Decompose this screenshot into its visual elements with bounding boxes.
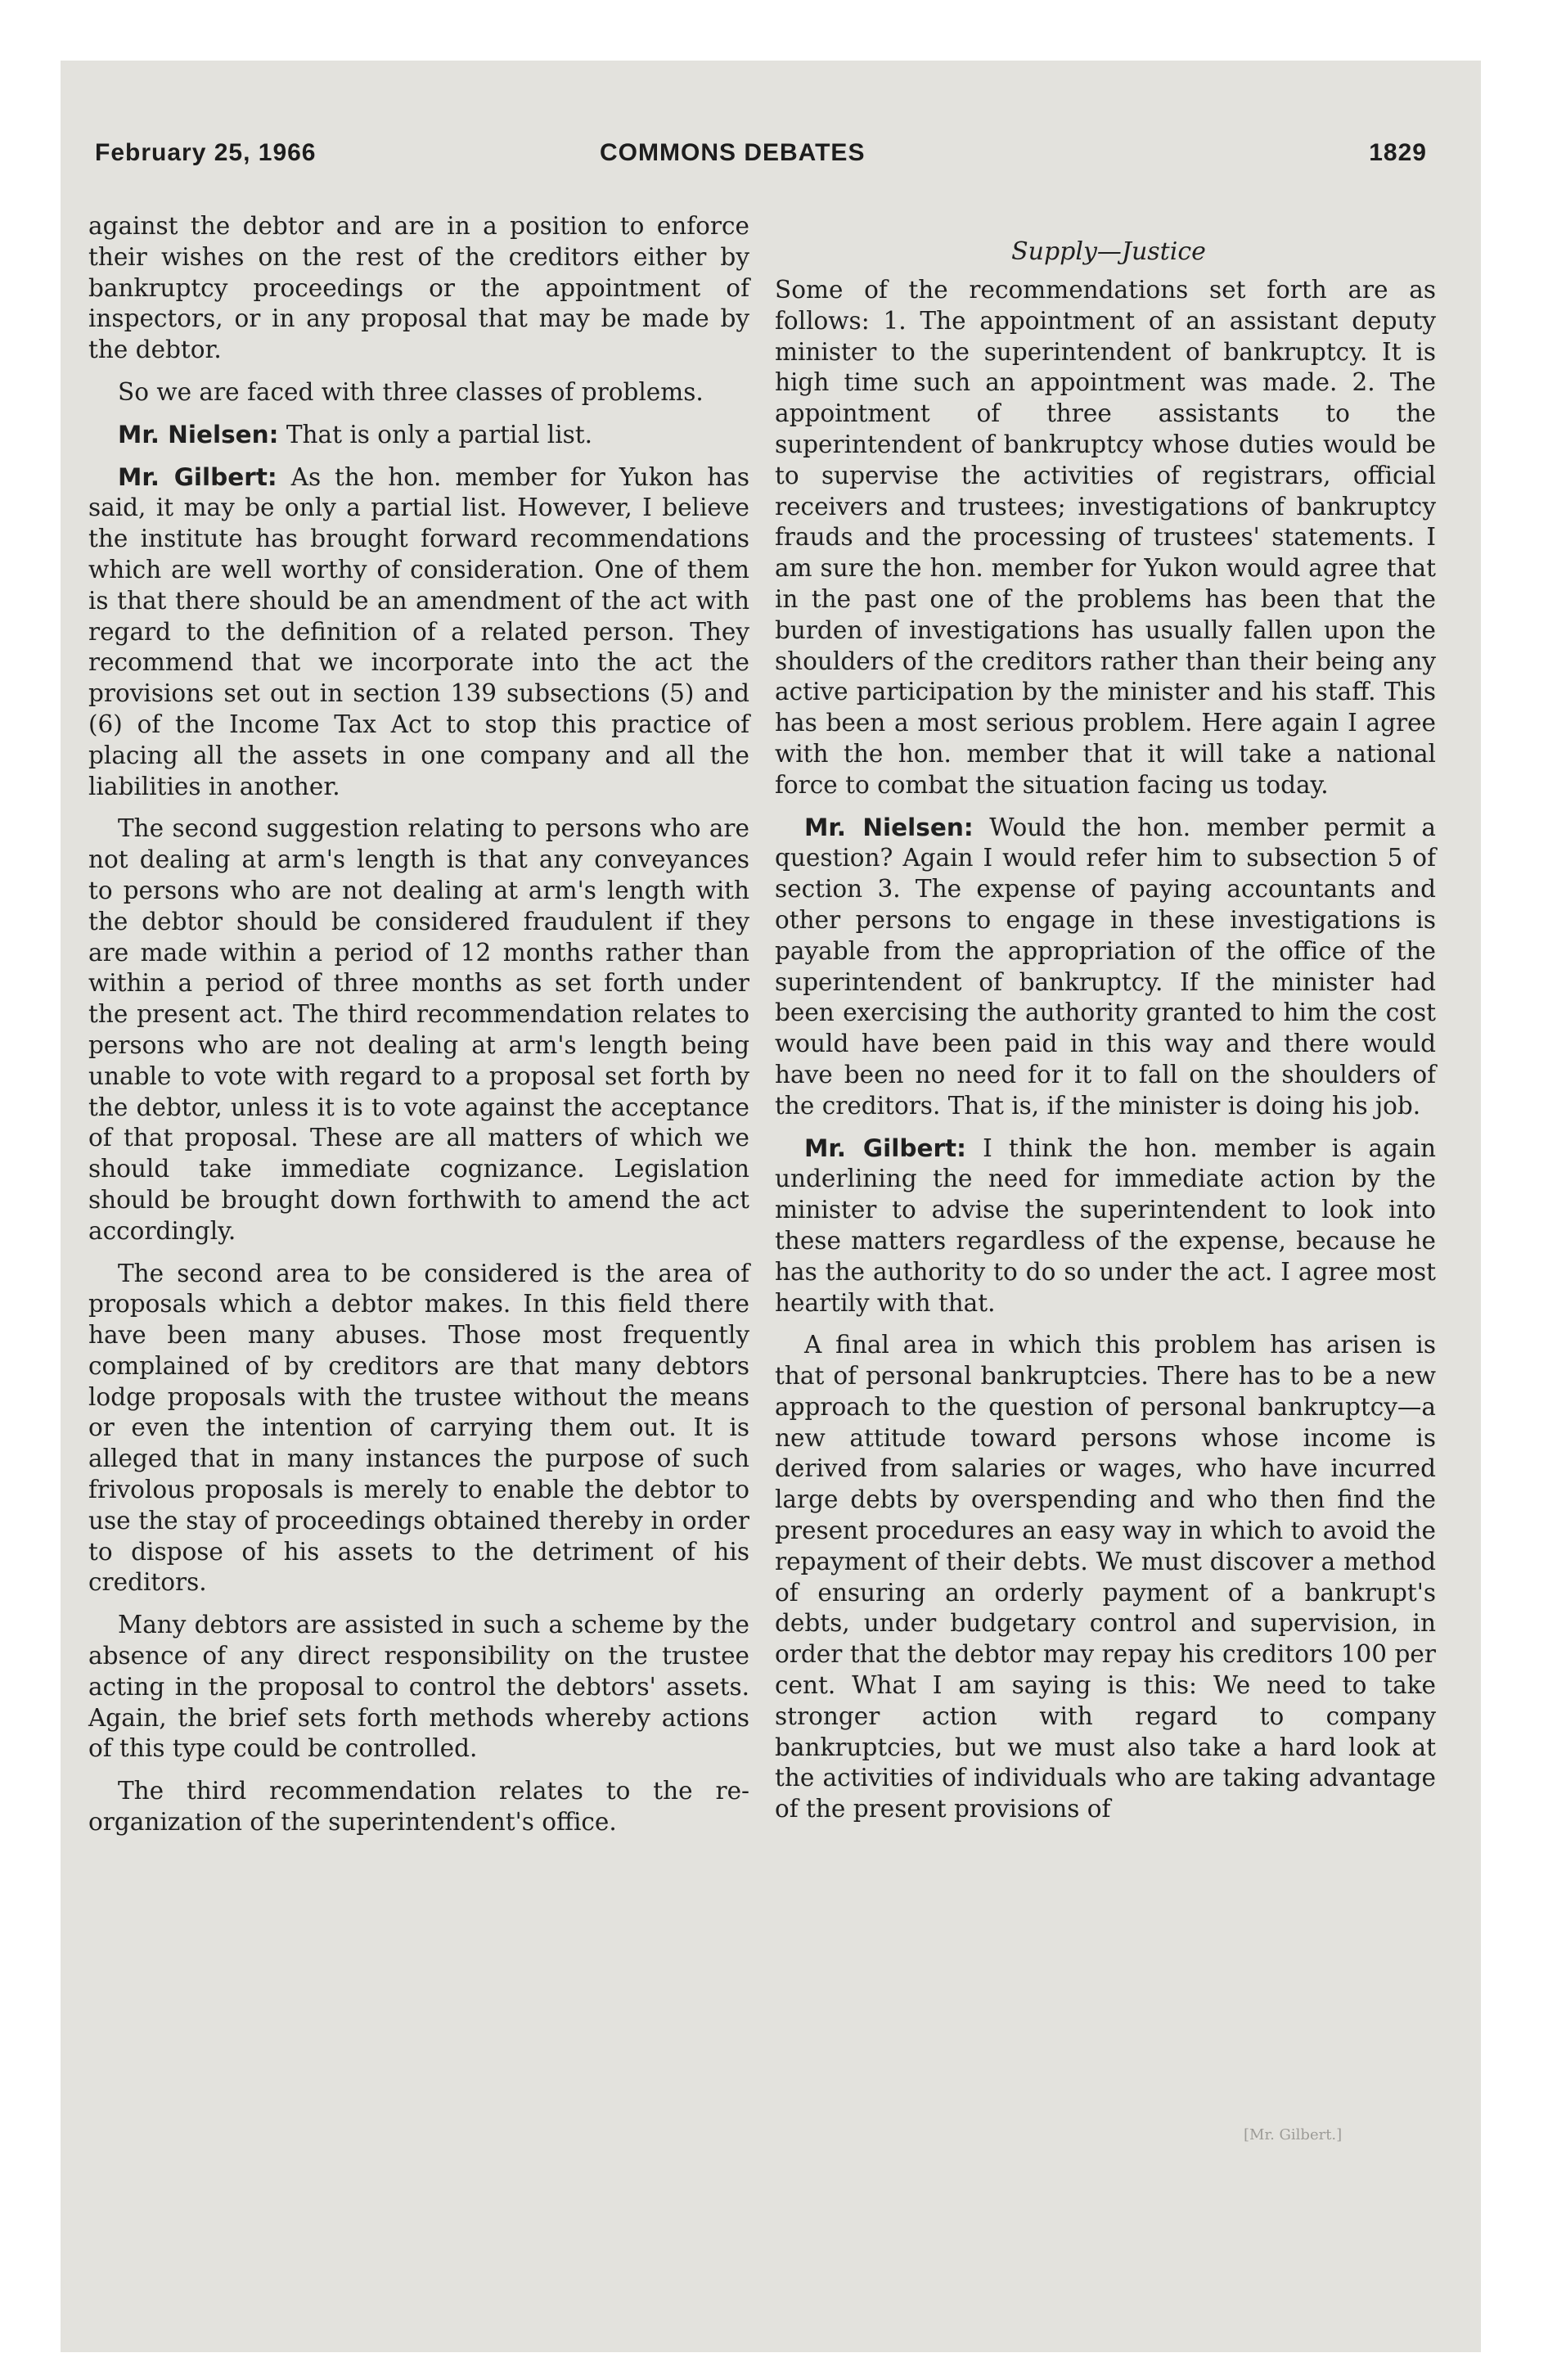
paragraph: A final area in which this problem has arisen is that of personal bankruptcies. There has to be a new approach to the question of personal bankruptcy—a new attitude toward persons whose income is derived from salaries or wages, who have incurred large debts by overspending and who then find the present procedures an easy way in which to avoid the repayment of their debts. We must discover a method of ensuring an orderly payment of a bankrupt's debts, under budgetary control and supervision, in order that the debtor may repay his creditors 100 per cent. What I am saying is this: We need to take stronger action with regard to company bankruptcies, but we must also take a hard look at the activities of individuals who are taking advantage of the present provisions of — [775, 1331, 1436, 1823]
speech-paragraph: Mr. Gilbert: As the hon. member for Yukon has said, it may be only a partial list. However, I believe the institute has brought forward recommendations which are well worthy of consideration. One of them is that there should be an amendment of the act with regard to the definition of a related person. They recommend that we incorporate into the act the provisions set out in section 139 subsections (5) and (6) of the Income Tax Act to stop this practice of placing all the assets in one company and all the liabilities in another. — [88, 462, 749, 800]
paragraph: The second area to be considered is the area of proposals which a debtor makes. In this field there have been many abuses. Those most frequently complained of by creditors are that many debtors lodge proposals with the trustee without the means or even the intention of carrying them out. It is alleged that in many instances the purpose of such frivolous proposals is merely to enable the debtor to use the stay of proceedings obtained thereby in order to dispose of his assets to the detriment of his creditors. — [88, 1259, 749, 1597]
bleed-through-note: [Mr. Gilbert.] — [1244, 2126, 1343, 2143]
section-subheading: Supply—Justice — [1011, 237, 1206, 266]
speech-paragraph: Mr. Nielsen: That is only a partial list. — [118, 420, 593, 449]
speaker-name: Mr. Gilbert: — [118, 462, 277, 491]
paragraph: Some of the recommendations set forth are as follows: 1. The appointment of an assistant deputy minister to the superintendent of bankruptcy. It is high time such an appointment was made. 2. The appointment of three assistants to the superintendent of bankruptcy whose duties would be to supervise the activities of registrars, official receivers and trustees; investigations of bankruptcy frauds and the processing of trustees' statements. I am sure the hon. member for Yukon would agree that in the past one of the problems has been that the burden of investigations has usually fallen upon the shoulders of the creditors rather than their being any active participation by the minister and his staff. This has been a most serious problem. Here again I agree with the hon. member that it will take a national force to combat the situation facing us today. — [775, 276, 1436, 799]
paragraph: Many debtors are assisted in such a scheme by the absence of any direct responsibility on the trustee acting in the proposal to control the debtors' assets. Again, the brief sets forth methods whereby actions of this type could be controlled. — [88, 1611, 749, 1763]
header-page-number: 1829 — [1369, 139, 1427, 166]
paragraph: against the debtor and are in a position to enforce their wishes on the rest of the creditors either by bankruptcy proceedings or the appointment of inspectors, or in any proposal that may be made by the debtor. — [88, 212, 749, 364]
left-column — [88, 211, 749, 1850]
paragraph: The third recommendation relates to the re-organization of the superintendent's office. — [88, 1777, 749, 1837]
header-title: COMMONS DEBATES — [600, 139, 866, 166]
speaker-name: Mr. Nielsen: — [804, 813, 974, 841]
paragraph: The second suggestion relating to persons who are not dealing at arm's length is that any conveyances to persons who are not dealing at arm's length with the debtor should be considered fraudulent if they are made within a period of 12 months rather than within a period of three months as set forth under the present act. The third recommendation relates to persons who are not dealing at arm's length being unable to vote with regard to a proposal set forth by the debtor, unless it is to vote against the acceptance of that proposal. These are all matters of which we should take immediate cognizance. Legislation should be brought down forthwith to amend the act accordingly. — [88, 814, 749, 1245]
header-date: February 25, 1966 — [95, 139, 317, 166]
right-column — [775, 275, 1436, 1837]
speech-paragraph: Mr. Nielsen: Would the hon. member permit a question? Again I would refer him to subsection 5 of section 3. The expense of paying accountants and other persons to engage in these investigations is payable from the appropriation of the office of the superintendent of bankruptcy. If the minister had been exercising the authority granted to him the cost would have been paid in this way and there would have been no need for it to fall on the shoulders of the creditors. That is, if the minister is doing his job. — [775, 813, 1436, 1120]
speaker-name: Mr. Gilbert: — [804, 1134, 966, 1162]
paragraph: So we are faced with three classes of problems. — [118, 377, 704, 406]
speech-paragraph: Mr. Gilbert: I think the hon. member is again underlining the need for immediate action by the minister to advise the superintendent to look into these matters regardless of the expense, because he has the authority to do so under the act. I agree most heartily with that. — [775, 1134, 1436, 1317]
speaker-name: Mr. Nielsen: — [118, 420, 279, 449]
